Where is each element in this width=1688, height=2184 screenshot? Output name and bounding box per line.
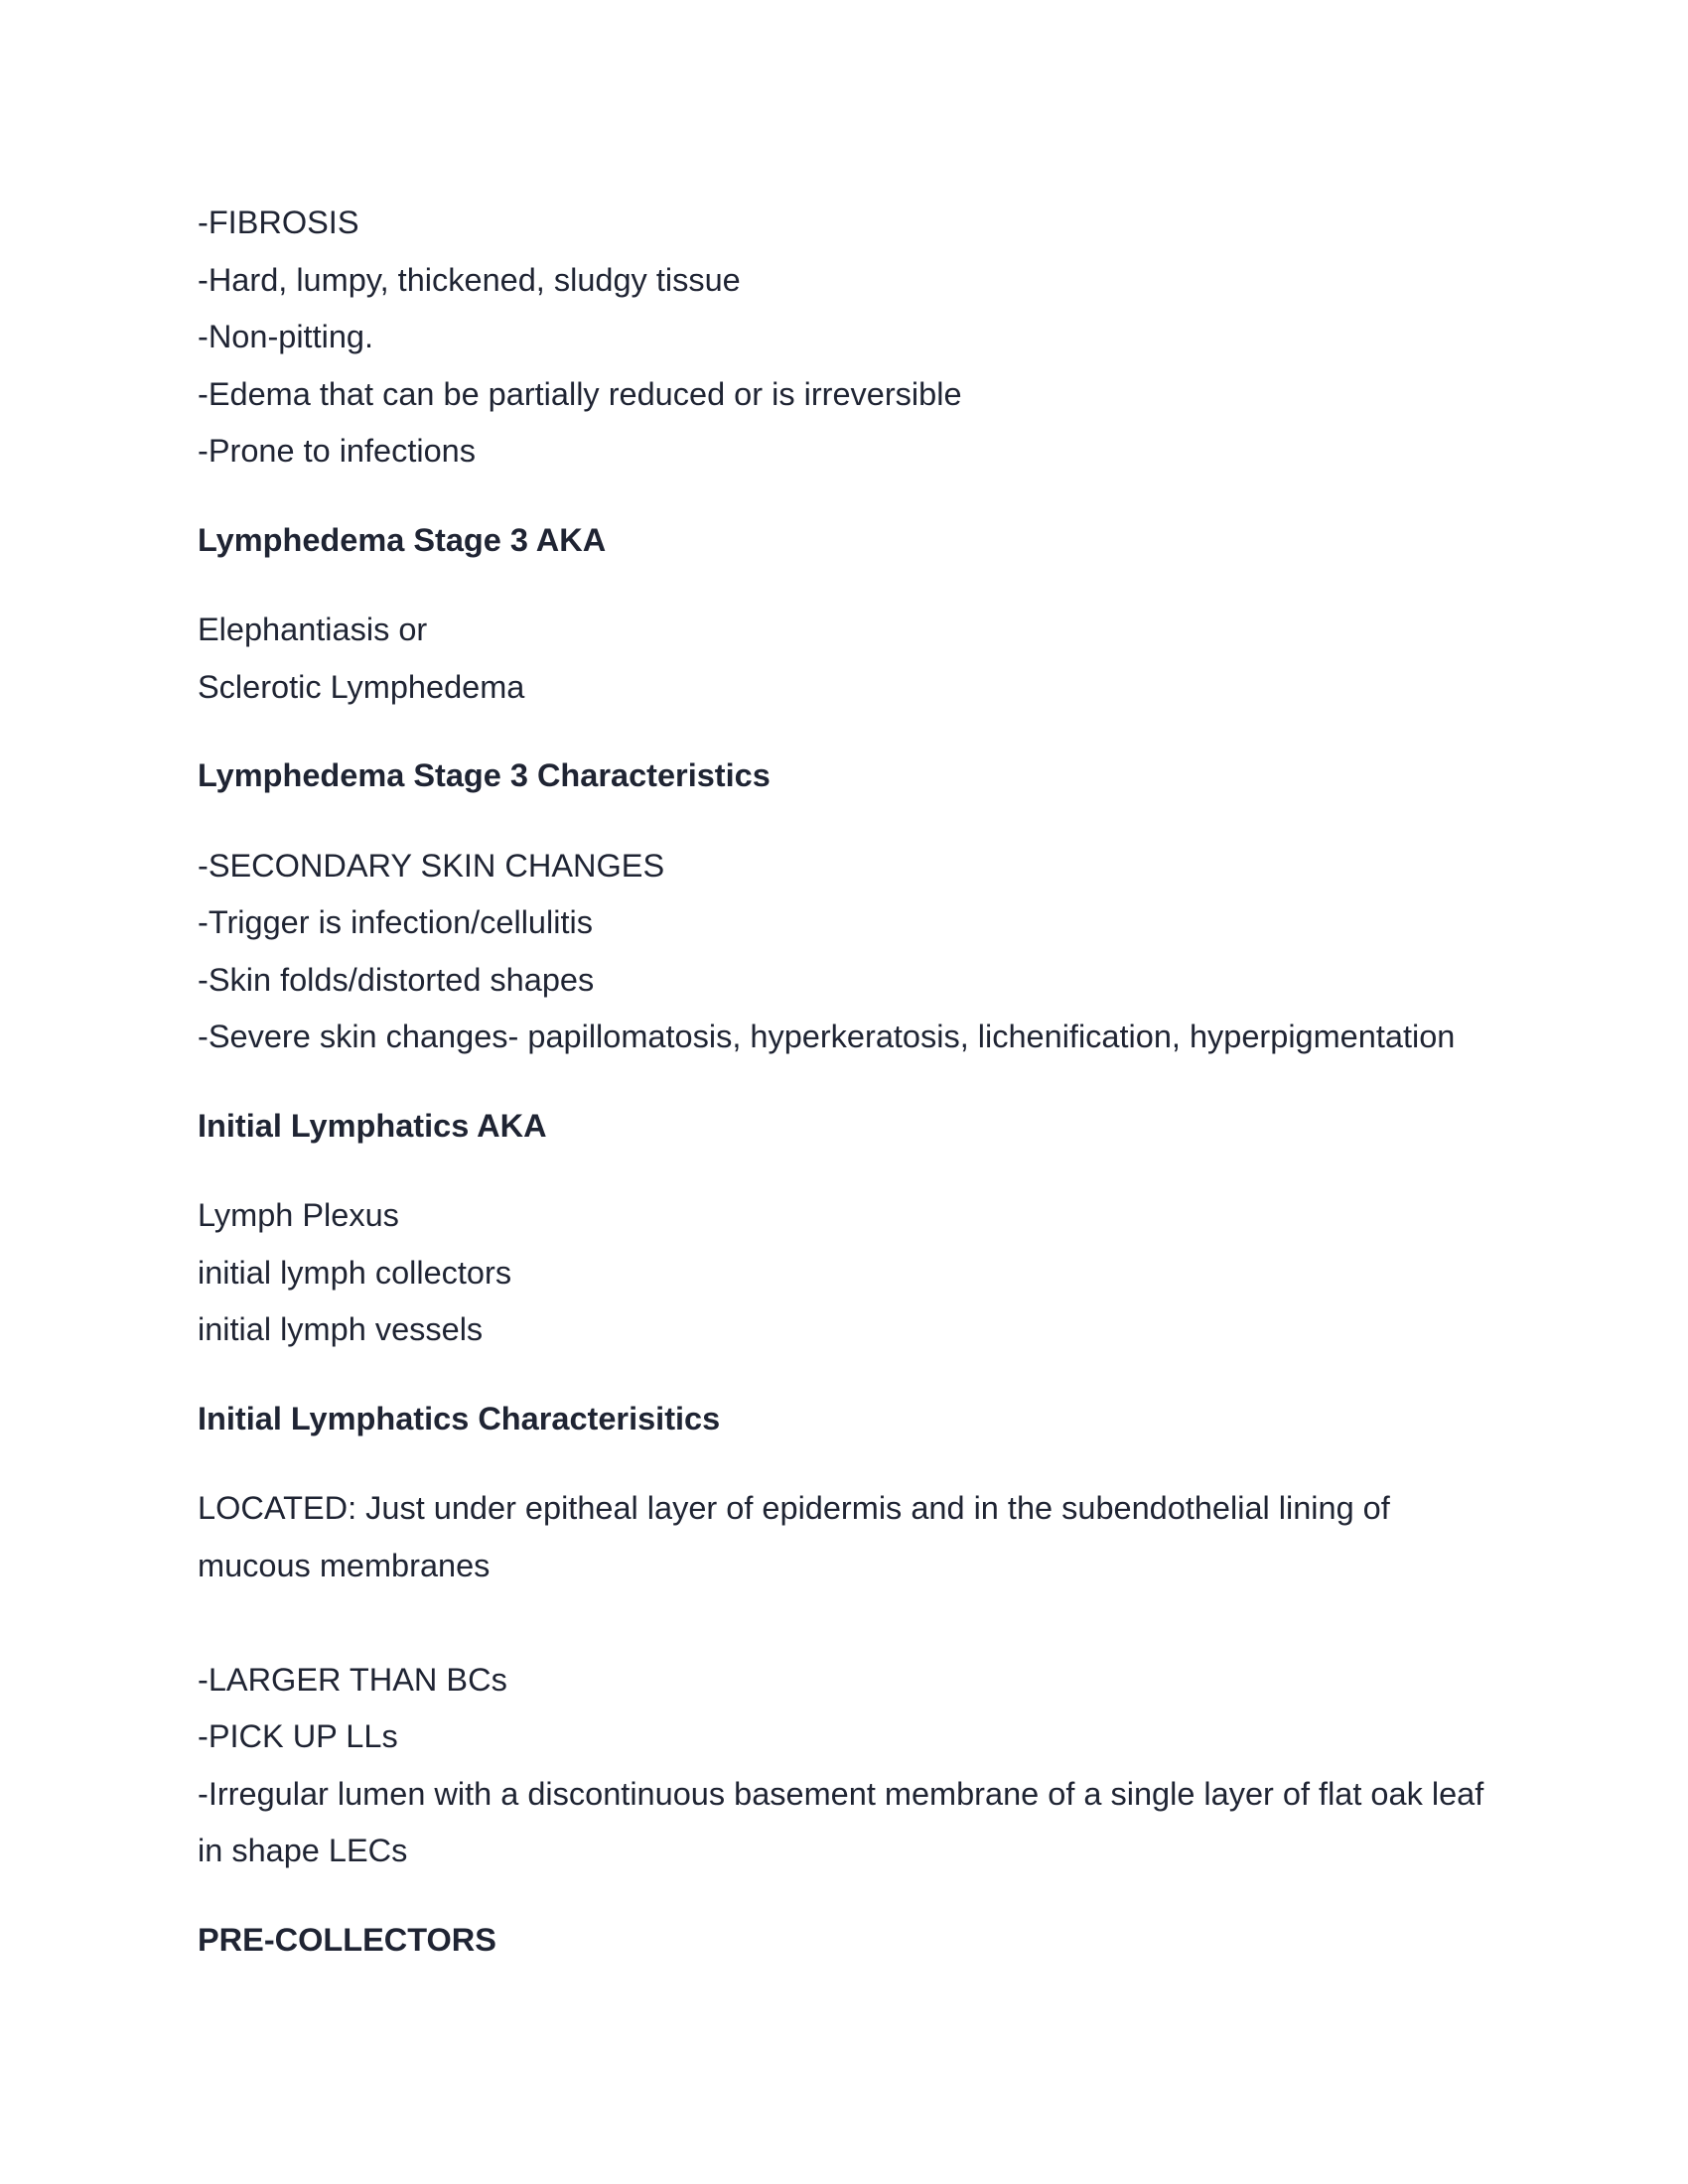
initial-lymphatics-characteristics-answer bbox=[198, 1480, 1518, 1880]
list-item: initial lymph vessels bbox=[198, 1311, 484, 1347]
list-item: -SECONDARY SKIN CHANGES bbox=[198, 847, 665, 884]
list-item: initial lymph collectors bbox=[198, 1254, 512, 1291]
list-item: Lymph Plexus bbox=[198, 1197, 399, 1233]
list-item: Sclerotic Lymphedema bbox=[198, 668, 525, 705]
initial-lymphatics-characteristics-heading: Initial Lymphatics Characterisitics bbox=[198, 1400, 721, 1436]
list-item: -Edema that can be partially reduced or is irreversible bbox=[198, 375, 962, 412]
list-item: -Severe skin changes- papillomatosis, hyperkeratosis, lichenification, hyperpigmentation bbox=[198, 1019, 1456, 1054]
list-item: -Trigger is infection/cellulitis bbox=[198, 904, 593, 940]
document-page bbox=[198, 195, 1518, 1969]
located-paragraph: LOCATED: Just under epitheal layer of epidermis and in the subendothelial lining of mucous membranes bbox=[198, 1490, 1390, 1583]
list-item: -Hard, lumpy, thickened, sludgy tissue bbox=[198, 261, 741, 298]
list-item: -Non-pitting. bbox=[198, 319, 374, 354]
initial-lymphatics-aka-heading: Initial Lymphatics AKA bbox=[198, 1107, 547, 1144]
fibrosis-list bbox=[198, 195, 1518, 480]
stage3-aka-heading: Lymphedema Stage 3 AKA bbox=[198, 521, 607, 558]
list-item: -Irregular lumen with a discontinuous basement membrane of a single layer of flat oak leaf in shape LECs bbox=[198, 1775, 1484, 1868]
stage3-aka-answer bbox=[198, 602, 1518, 716]
pre-collectors-heading: PRE-COLLECTORS bbox=[198, 1921, 496, 1958]
list-item: -Skin folds/distorted shapes bbox=[198, 961, 595, 998]
list-item: Elephantiasis or bbox=[198, 612, 428, 647]
stage3-characteristics-answer bbox=[198, 838, 1518, 1066]
initial-lymphatics-aka-answer bbox=[198, 1187, 1518, 1359]
list-item: -LARGER THAN BCs bbox=[198, 1661, 507, 1698]
list-item: -FIBROSIS bbox=[198, 205, 359, 240]
list-item: -PICK UP LLs bbox=[198, 1718, 398, 1754]
stage3-characteristics-heading: Lymphedema Stage 3 Characteristics bbox=[198, 757, 771, 793]
blank-line bbox=[198, 1594, 1518, 1652]
list-item: -Prone to infections bbox=[198, 433, 477, 469]
